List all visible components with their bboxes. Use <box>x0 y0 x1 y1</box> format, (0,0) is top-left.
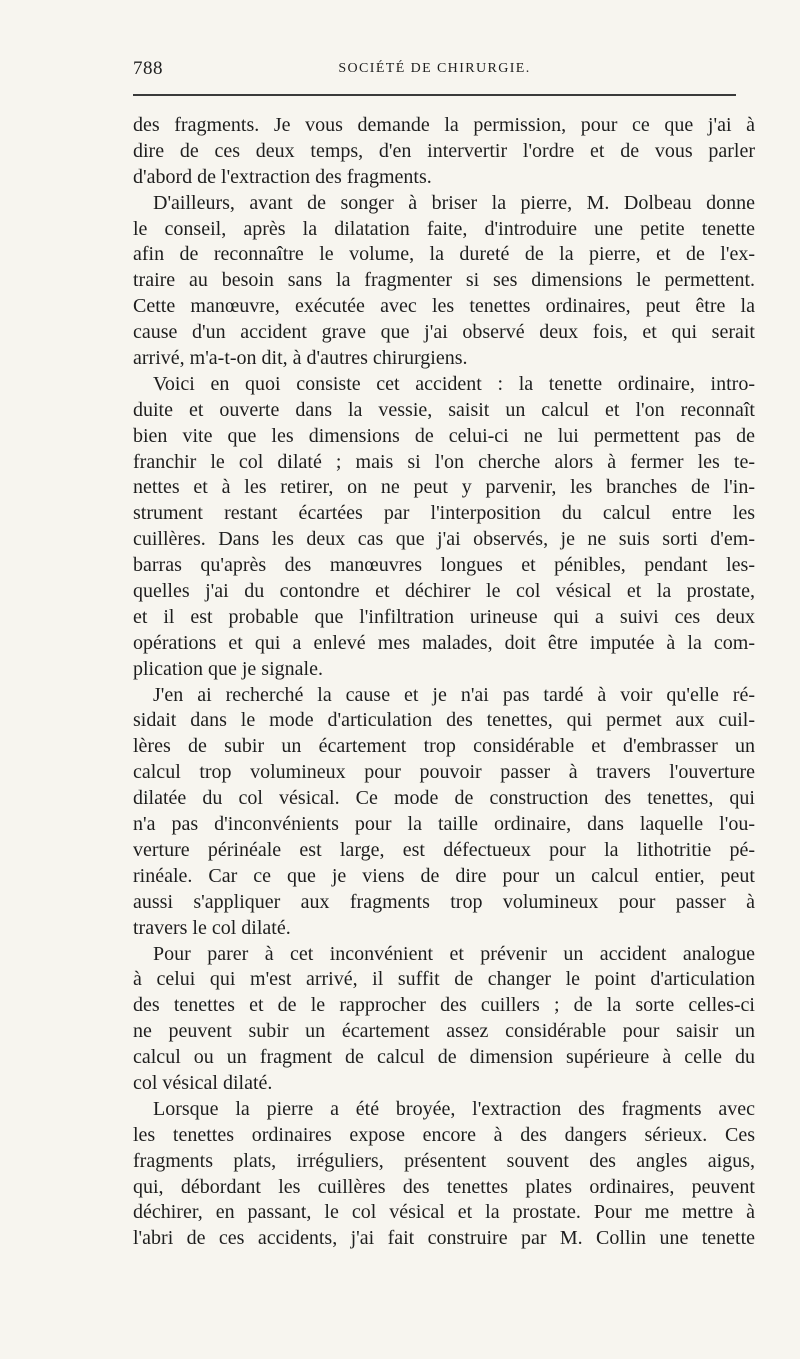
text-line: et il est probable que l'infiltration urineuse qui a suivi ces deux <box>133 605 755 628</box>
text-line: qui, débordant les cuillères des tenettes plates ordinaires, peuvent <box>133 1175 755 1198</box>
text-line: d'abord de l'extraction des fragments. <box>133 165 432 188</box>
text-line: ne peuvent subir un écartement assez considérable pour saisir un <box>133 1020 755 1043</box>
text-line: lères de subir un écartement trop considérable et d'embrasser un <box>133 735 755 758</box>
text-line: le conseil, après la dilatation faite, d'introduire une petite tenette <box>133 217 755 240</box>
text-line: plication que je signale. <box>133 657 323 680</box>
page-number: 788 <box>133 58 163 79</box>
text-line: des fragments. Je vous demande la permission, pour ce que j'ai à <box>133 114 755 136</box>
text-line: opérations et qui a enlevé mes malades, doit être imputée à la com- <box>133 631 755 654</box>
text-line: des tenettes et de le rapprocher des cuillers ; de la sorte celles-ci <box>133 994 755 1017</box>
text-line: travers le col dilaté. <box>133 916 291 939</box>
text-line: duite et ouverte dans la vessie, saisit un calcul et l'on reconnaît <box>133 398 755 421</box>
text-line: dilatée du col vésical. Ce mode de construction des tenettes, qui <box>133 787 755 810</box>
running-title: SOCIÉTÉ DE CHIRURGIE. <box>338 61 531 76</box>
text-line: l'abri de ces accidents, j'ai fait construire par M. Collin une tenette <box>133 1227 755 1250</box>
text-line: bien vite que les dimensions de celui-ci ne lui permettent pas de <box>133 424 755 447</box>
running-head <box>133 58 736 88</box>
text-line: Lorsque la pierre a été broyée, l'extraction des fragments avec <box>153 1097 755 1120</box>
text-line: verture périnéale est large, est défectueux pour la lithotritie pé- <box>133 838 755 861</box>
text-line: déchirer, en passant, le col vésical et la prostate. Pour me mettre à <box>133 1201 755 1224</box>
text-line: calcul ou un fragment de calcul de dimension supérieure à celle du <box>133 1046 755 1069</box>
text-line: D'ailleurs, avant de songer à briser la pierre, M. Dolbeau donne <box>153 191 755 214</box>
text-line: cause d'un accident grave que j'ai observé deux fois, et qui serait <box>133 321 755 344</box>
text-line: quelles j'ai du contondre et déchirer le col vésical et la prostate, <box>133 580 755 603</box>
text-line: cuillères. Dans les deux cas que j'ai observés, je ne suis sorti d'em- <box>133 528 755 551</box>
text-line: sidait dans le mode d'articulation des tenettes, qui permet aux cuil- <box>133 709 755 732</box>
body-text <box>133 113 755 1252</box>
text-line: strument restant écartées par l'interposition du calcul entre les <box>133 502 755 525</box>
text-line: dire de ces deux temps, d'en intervertir l'ordre et de vous parler <box>133 139 755 162</box>
text-line: les tenettes ordinaires expose encore à des dangers sérieux. Ces <box>133 1123 755 1146</box>
text-line: barras qu'après des manœuvres longues et pénibles, pendant les- <box>133 554 755 577</box>
text-line: traire au besoin sans la fragmenter si ses dimensions le permettent. <box>133 269 755 292</box>
text-line: J'en ai recherché la cause et je n'ai pas tardé à voir qu'elle ré- <box>153 683 755 706</box>
text-line: calcul trop volumineux pour pouvoir passer à travers l'ouverture <box>133 761 755 784</box>
text-line: afin de reconnaître le volume, la dureté de la pierre, et de l'ex- <box>133 243 755 266</box>
text-line: Pour parer à cet inconvénient et prévenir un accident analogue <box>153 942 755 965</box>
header-rule <box>133 94 736 96</box>
text-line: col vésical dilaté. <box>133 1071 273 1094</box>
text-line: aussi s'appliquer aux fragments trop volumineux pour passer à <box>133 890 755 913</box>
text-line: franchir le col dilaté ; mais si l'on cherche alors à fermer les te- <box>133 450 755 473</box>
text-line: fragments plats, irréguliers, présentent souvent des angles aigus, <box>133 1149 755 1172</box>
text-line: Voici en quoi consiste cet accident : la tenette ordinaire, intro- <box>153 372 755 395</box>
text-line: nettes et à les retirer, on ne peut y parvenir, les branches de l'in- <box>133 476 755 499</box>
text-line: Cette manœuvre, exécutée avec les tenettes ordinaires, peut être la <box>133 295 755 318</box>
text-line: arrivé, m'a-t-on dit, à d'autres chirurgiens. <box>133 347 468 370</box>
text-line: à celui qui m'est arrivé, il suffit de changer le point d'articulation <box>133 968 755 991</box>
text-line: rinéale. Car ce que je viens de dire pour un calcul entier, peut <box>133 864 755 887</box>
text-line: n'a pas d'inconvénients pour la taille ordinaire, dans laquelle l'ou- <box>133 813 755 836</box>
